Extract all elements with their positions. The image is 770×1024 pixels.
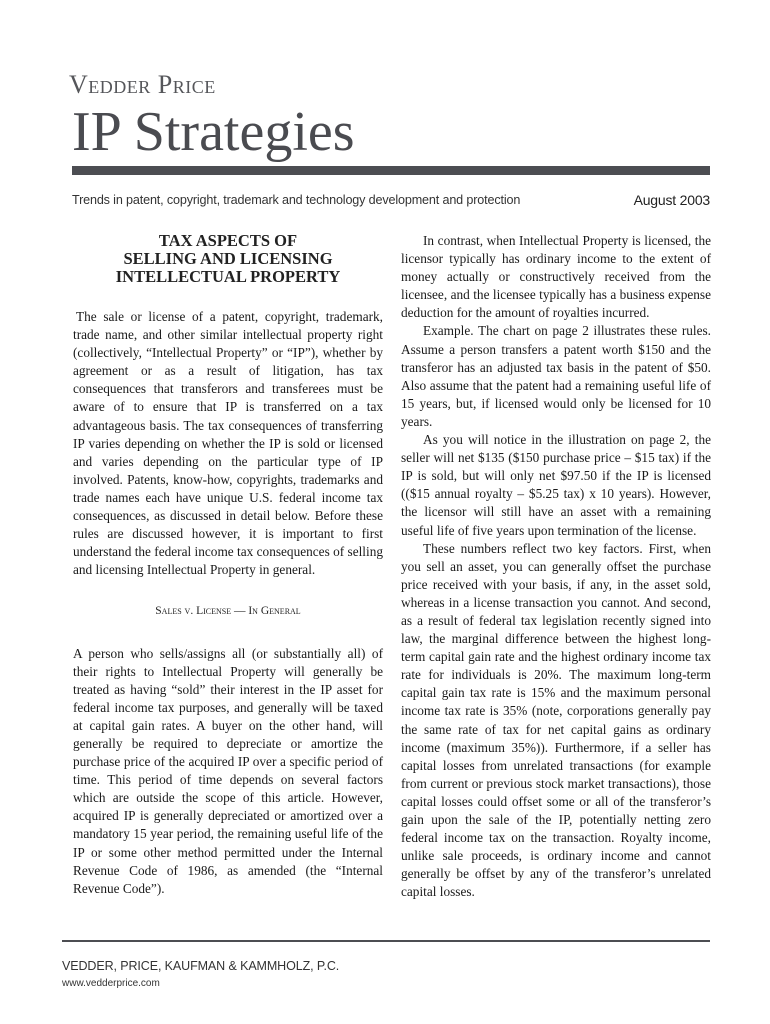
paragraph-key-factors: These numbers reflect two key factors. First, when you sell an asset, you can generally offset the purchase price received with your basis, if any, in the asset sold, whereas in a license transaction you cannot. And second, as a result of federal tax legislation recently signed into law, the marginal difference between the highest long-term capital gain rate and the highest ordinary income tax rate for individuals is 20%. The maximum long-term capital gain tax rate is 15% and the maximum personal income tax rate is 35% (note, corporations generally pay the same rate of tax for net capital gains as ordinary income (maximum 35%)). Furthermore, if a seller has capital losses from unrelated transactions (for example from current or previous stock market transactions), those capital losses could offset some or all of the transferor’s gain upon the sale of the IP, potentially netting zero federal income tax on the transaction. Royalty income, unlike sale proceeds, is ordinary income and cannot generally be offset by any of the transferor’s unrelated capital losses. bbox=[401, 540, 711, 900]
footer-rule bbox=[62, 940, 710, 942]
footer-url-link[interactable]: www.vedderprice.com bbox=[62, 978, 160, 989]
subheading-text: Sales v. License — In General bbox=[155, 605, 301, 618]
article-title-line-1: TAX ASPECTS OF bbox=[158, 231, 298, 250]
firm-name bbox=[69, 70, 216, 100]
issue-date: August 2003 bbox=[633, 192, 710, 208]
paragraph-license: In contrast, when Intellectual Property is licensed, the licensor typically has ordinary income to the extent of money actually or constructively received from the licensee, and the licensee typically has a business expense deduction for the amount of royalties incurred. bbox=[401, 233, 711, 321]
right-column bbox=[401, 232, 711, 901]
footer-firm-name: VEDDER, PRICE, KAUFMAN & KAMMHOLZ, P.C. bbox=[62, 959, 340, 973]
subheading bbox=[73, 602, 383, 620]
article-title-line-2: SELLING AND LICENSING bbox=[123, 249, 333, 268]
title-rule bbox=[72, 166, 710, 175]
paragraph-intro: The sale or license of a patent, copyright, trademark, trade name, and other similar intellectual property right (collectively, “Intellectual Property” or “IP”), whether by agreement or as a result of litigation, has tax consequences that transferors and transferees must be aware of to ensure that IP is transferred on a tax advantageous basis. The tax consequences of transferring IP varies depending on whether the IP is sold or licensed and varies depending on the particular type of IP involved. Patents, know-how, copyrights, trademarks and trade names each have unique U.S. federal income tax consequences, as discussed in detail below. Before these rules are discussed however, it is important to first understand the federal income tax consequences of selling and licensing Intellectual Property in general. bbox=[73, 309, 383, 578]
firm-name-text: Vedder Price bbox=[69, 70, 216, 99]
newsletter-title: IP Strategies bbox=[72, 101, 355, 163]
article-title bbox=[73, 232, 383, 286]
paragraph-illustration: As you will notice in the illustration on page 2, the seller will net $135 ($150 purchase price – $15 tax) if the IP is sold, but will only net $97.50 if the IP is licensed (($15 annual royalty – $5.25 tax) x 10 years). However, the licensor will still have an asset with a remaining useful life of five years upon termination of the license. bbox=[401, 432, 711, 538]
left-column bbox=[73, 232, 383, 898]
paragraph-sales: A person who sells/assigns all (or substantially all) of their rights to Intellectual Property will generally be treated as having “sold” their interest in the IP asset for federal income tax purposes, and generally will be taxed at capital gain rates. A buyer on the other hand, will generally be required to depreciate or amortize the purchase price of the acquired IP over a specific period of time. This period of time depends on several factors which are outside the scope of this article. However, acquired IP is generally depreciated or amortized over a mandatory 15 year period, the remaining useful life of the IP or some other method permitted under the Internal Revenue Code of 1986, as amended (the “Internal Revenue Code”). bbox=[73, 645, 383, 896]
tagline: Trends in patent, copyright, trademark and technology development and protection bbox=[72, 193, 521, 207]
paragraph-example: Example. The chart on page 2 illustrates these rules. Assume a person transfers a patent worth $150 and the transferor has an adjusted tax basis in the patent of $50. Also assume that the patent had a remaining useful life of 15 years, but, if licensed would only be licensed for 10 years. bbox=[401, 323, 711, 429]
article-title-line-3: INTELLECTUAL PROPERTY bbox=[115, 267, 341, 286]
